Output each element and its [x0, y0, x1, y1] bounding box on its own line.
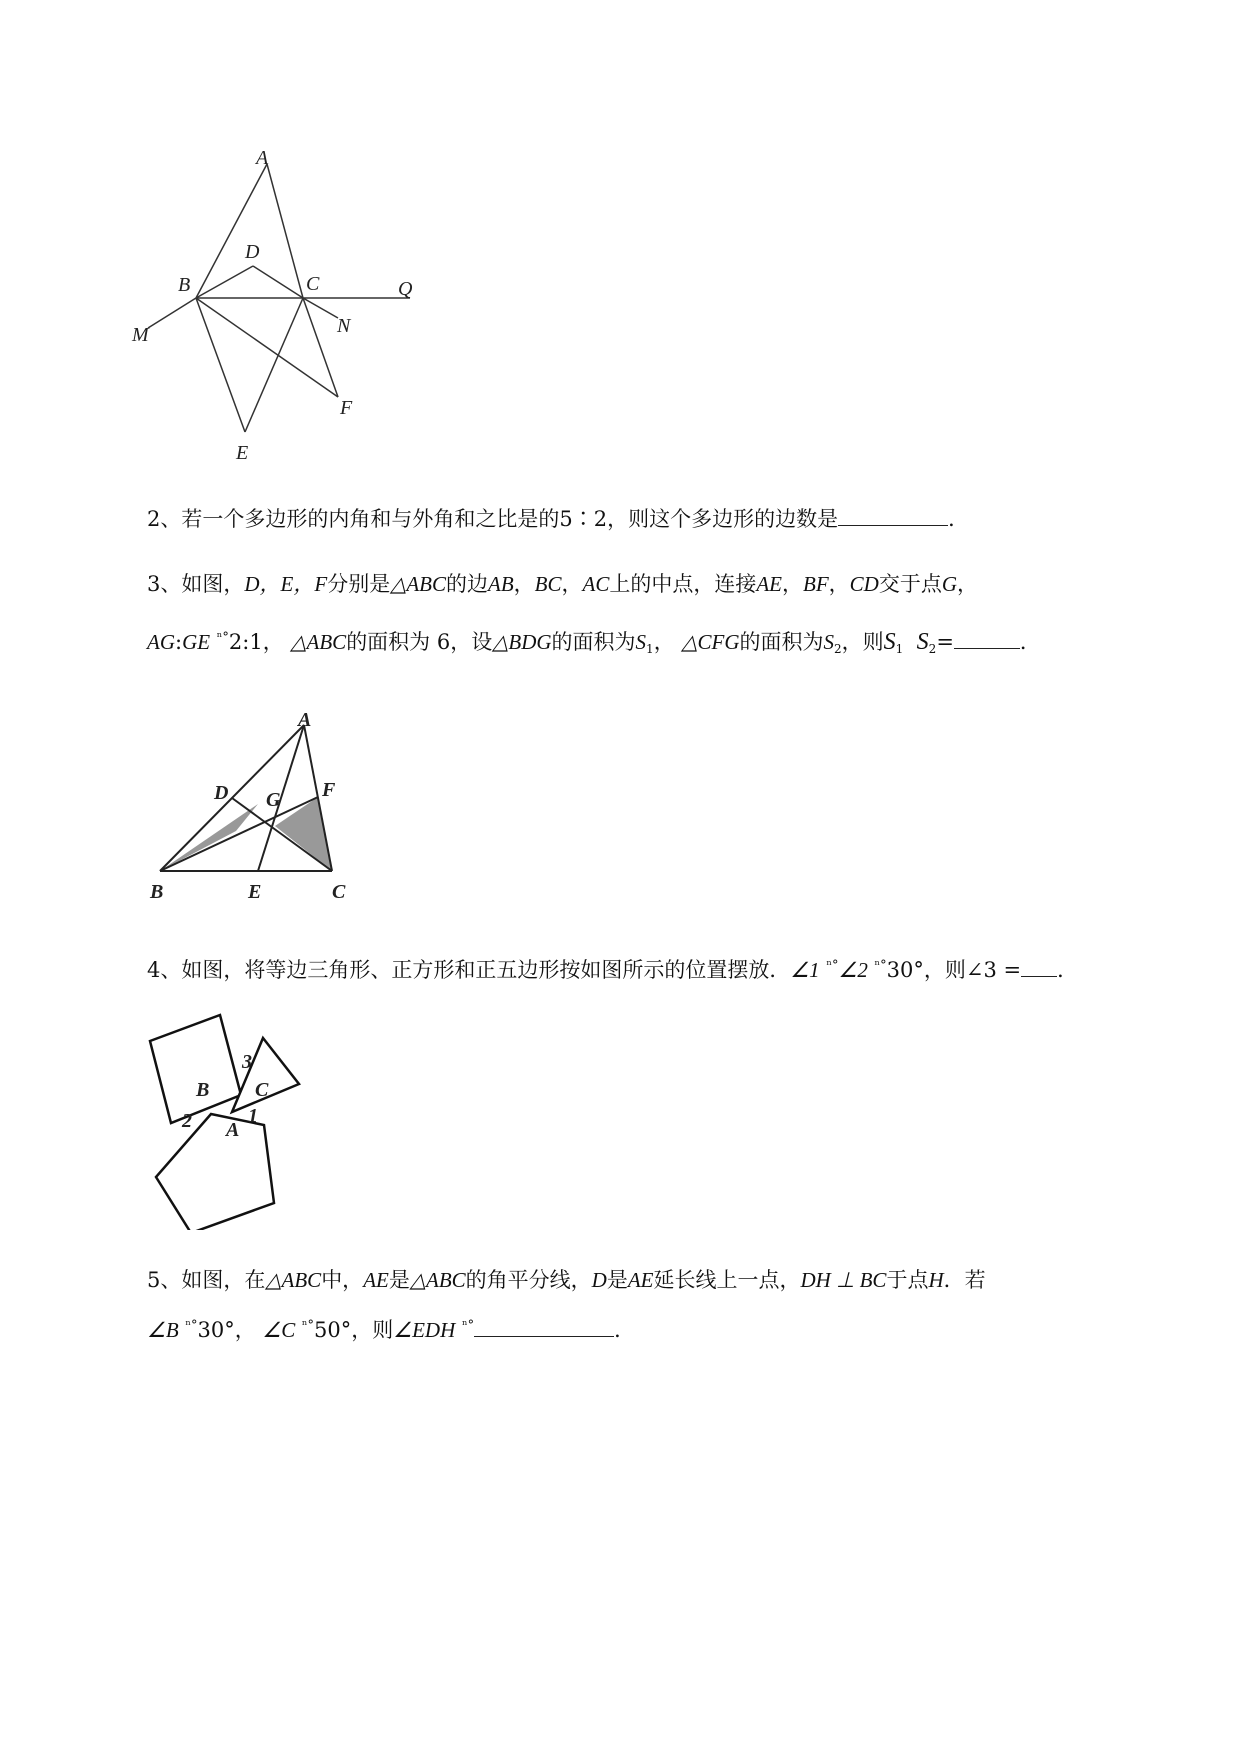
q4-equals-mark: ⁿ°	[826, 958, 839, 973]
q5-text: 延长线上一点，	[653, 1268, 801, 1292]
q3-equals-mark: ⁿ°	[216, 630, 229, 645]
question-4	[147, 952, 1078, 984]
answer-blank[interactable]	[474, 1318, 614, 1337]
q5-equals-mark: ⁿ°	[461, 1318, 475, 1333]
q5-angle-b: ∠B	[147, 1318, 179, 1342]
label-E: E	[248, 881, 262, 903]
q4-value: 30°	[886, 958, 924, 982]
q5-text: ．若	[943, 1268, 986, 1292]
label-A: A	[226, 1119, 240, 1141]
q4-text: ，则∠3 =	[923, 958, 1022, 982]
label-M: M	[132, 324, 149, 346]
q4-tail: ．	[1057, 958, 1079, 982]
label-C: C	[332, 881, 346, 903]
question-2-tail: ．	[948, 507, 970, 531]
q4-equals-mark: ⁿ°	[874, 958, 887, 973]
q3-tail: ．	[1019, 630, 1041, 654]
q5-angle-c: ∠C	[262, 1318, 296, 1342]
q5-triangle: △ABC	[265, 1268, 322, 1292]
question-5-line-2	[147, 1312, 635, 1344]
label-C: C	[306, 273, 320, 295]
q3-s: S	[916, 629, 929, 655]
q3-s: S	[635, 630, 647, 654]
q3-equals: =	[936, 630, 954, 654]
q5-text: 是	[388, 1268, 410, 1292]
label-3: 3	[242, 1051, 252, 1073]
q5-triangle: △ABC	[409, 1268, 466, 1292]
q5-b-value: 30°	[197, 1318, 235, 1342]
q3-text: ，则	[841, 630, 884, 654]
q5-ae: AE	[627, 1268, 654, 1292]
q3-comma: ，	[828, 572, 850, 596]
q3-triangle-cfg: △CFG	[681, 630, 740, 654]
q3-text: 的边	[446, 572, 489, 596]
question-5-line-1	[147, 1266, 986, 1294]
q3-comma: ，	[513, 572, 535, 596]
q3-triangle: △ABC	[390, 572, 447, 596]
q3-side-bc: BC	[534, 572, 562, 596]
q3-side-ac: AC	[582, 572, 610, 596]
q3-intro: 3、如图，	[147, 572, 245, 596]
question-3-line-2	[147, 624, 1041, 663]
q3-ag: AG	[147, 630, 175, 654]
q5-point-h: H	[928, 1268, 944, 1292]
question-2	[147, 505, 969, 533]
answer-blank[interactable]	[1021, 958, 1057, 977]
q3-colon: :	[175, 630, 183, 654]
q3-text: 的面积为	[551, 630, 636, 654]
label-N: N	[337, 315, 351, 337]
question-2-text: 2、若一个多边形的内角和与外角和之比是的5∶2，则这个多边形的边数是	[147, 507, 839, 531]
q5-tail: ．	[614, 1318, 636, 1342]
q3-comma: ，	[957, 572, 979, 596]
question-3-line-1	[147, 570, 978, 598]
label-F: F	[340, 397, 353, 419]
q3-side-ab: AB	[488, 572, 514, 596]
q3-text: 的面积为	[739, 630, 824, 654]
label-B: B	[178, 274, 191, 296]
q5-angle-edh: ∠EDH	[393, 1318, 456, 1342]
q3-comma: ，	[782, 572, 804, 596]
label-G: G	[266, 789, 281, 811]
q5-text: ，则	[351, 1318, 394, 1342]
label-F: F	[322, 779, 336, 801]
q5-equals-mark: ⁿ°	[185, 1318, 198, 1333]
q5-text: 是	[606, 1268, 628, 1292]
q3-sub: 2	[928, 642, 937, 656]
q3-triangle: △ABC	[290, 630, 347, 654]
label-D: D	[214, 782, 229, 804]
q3-text: 交于点	[878, 572, 942, 596]
label-A: A	[256, 150, 269, 169]
q3-s: S	[883, 629, 896, 655]
figure-1-triangle-diagram	[130, 150, 470, 470]
q5-text: 的角平分线，	[465, 1268, 592, 1292]
q3-comma: ，	[653, 630, 675, 654]
q3-triangle-bdg: △BDG	[492, 630, 552, 654]
q3-line-bf: BF	[803, 572, 829, 596]
q3-ge: GE	[182, 630, 211, 654]
q4-angle-2: ∠2	[838, 958, 868, 982]
q5-equals-mark: ⁿ°	[301, 1318, 315, 1333]
label-A: A	[298, 709, 312, 731]
label-D: D	[245, 241, 260, 263]
label-B: B	[150, 881, 164, 903]
q5-point-d: D	[591, 1268, 607, 1292]
q3-point-g: G	[941, 572, 958, 596]
answer-blank[interactable]	[954, 630, 1020, 649]
q3-text: 上的中点，连接	[609, 572, 757, 596]
q5-perpendicular: DH ⊥ BC	[800, 1268, 887, 1292]
q4-angle-1: ∠1	[790, 958, 820, 982]
q3-points: D，E，F	[244, 572, 328, 596]
q3-comma: ，	[561, 572, 583, 596]
q3-line-cd: CD	[849, 572, 879, 596]
q3-ratio: 2:1	[228, 630, 263, 654]
q3-line-ae: AE	[756, 572, 783, 596]
q5-ae: AE	[363, 1268, 389, 1292]
label-2: 2	[182, 1110, 192, 1132]
q3-comma: ，	[262, 630, 284, 654]
answer-blank[interactable]	[838, 507, 948, 526]
q3-text: 分别是	[327, 572, 391, 596]
label-C: C	[255, 1079, 269, 1101]
q5-c-value: 50°	[314, 1318, 352, 1342]
q4-text: 4、如图，将等边三角形、正方形和正五边形按如图所示的位置摆放．	[147, 958, 791, 982]
q5-text: 中，	[321, 1268, 364, 1292]
label-E: E	[236, 442, 249, 464]
q3-sub: 1	[646, 642, 654, 656]
q3-s: S	[823, 630, 835, 654]
label-Q: Q	[398, 278, 413, 300]
q3-sub: 2	[834, 642, 842, 656]
label-B: B	[196, 1079, 210, 1101]
q5-comma: ，	[234, 1318, 256, 1342]
figure-2-triangle-medians	[140, 705, 380, 905]
q5-text: 于点	[886, 1268, 929, 1292]
figure-3-polygons	[140, 1010, 340, 1230]
q3-text: 的面积为 6，设	[346, 630, 493, 654]
q5-intro: 5、如图，在	[147, 1268, 266, 1292]
label-1: 1	[248, 1105, 258, 1127]
q3-sub: 1	[895, 642, 904, 656]
